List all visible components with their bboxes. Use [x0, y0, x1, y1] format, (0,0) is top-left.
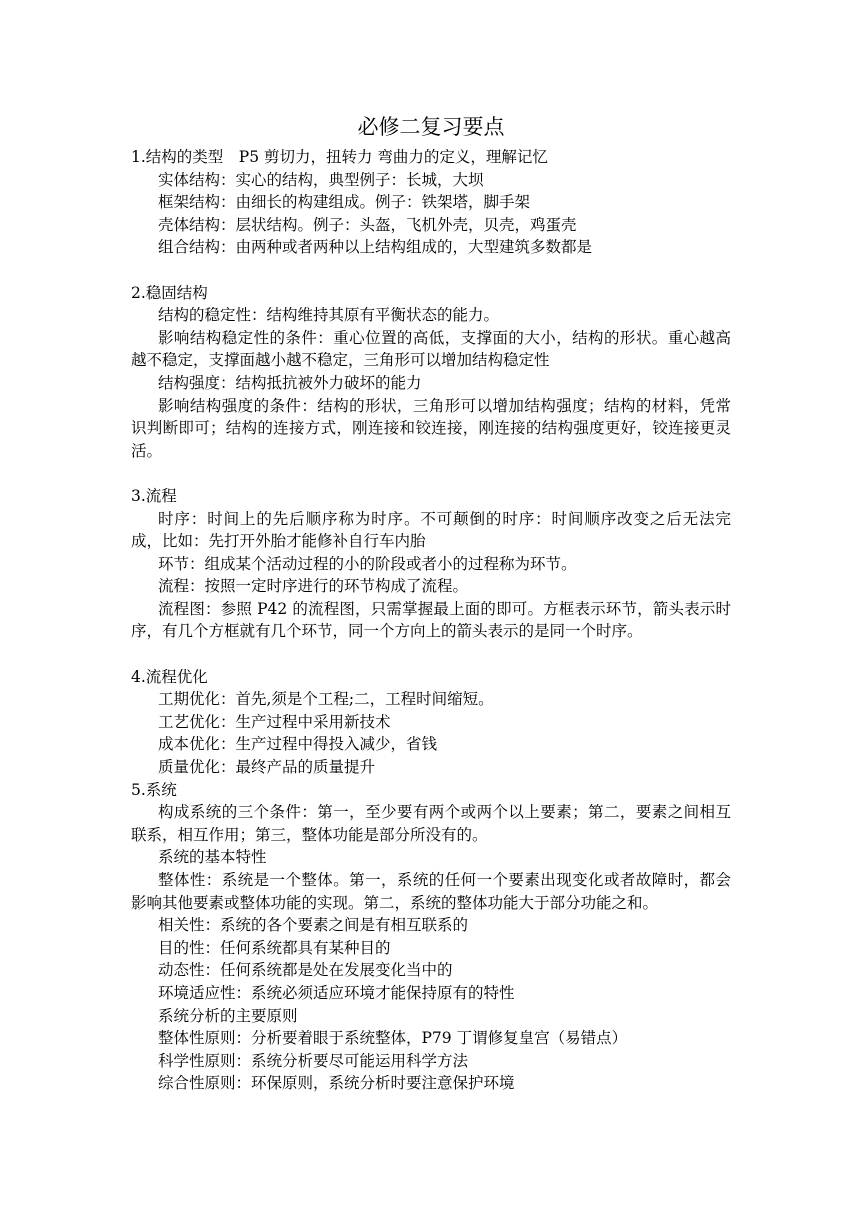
- section-5-line: 构成系统的三个条件：第一，至少要有两个或两个以上要素；第二，要素之间相互联系，相互作用；第三，整体功能是部分所没有的。: [131, 803, 731, 844]
- section-2-line: 影响结构强度的条件：结构的形状，三角形可以增加结构强度；结构的材料，凭常识判断即可；结构的连接方式，刚连接和铰连接，刚连接的结构强度更好，铰连接更灵活。: [131, 396, 731, 460]
- section-1-line: 实体结构：实心的结构，典型例子：长城，大坝: [158, 170, 484, 189]
- section-4-heading: 4.流程优化: [131, 667, 208, 686]
- section-3-line: 流程：按照一定时序进行的环节构成了流程。: [158, 577, 469, 596]
- section-1-line: 壳体结构：层状结构。例子：头盔，飞机外壳，贝壳，鸡蛋壳: [158, 215, 577, 234]
- section-3-line: 流程图：参照 P42 的流程图，只需掌握最上面的即可。方框表示环节，箭头表示时序，有几个方框就有几个环节，同一个方向上的箭头表示的是同一个时序。: [131, 599, 731, 641]
- section-1-heading: 1.结构的类型 P5 剪切力，扭转力 弯曲力的定义，理解记忆: [131, 148, 548, 166]
- spacer: [131, 462, 731, 485]
- section-1-line: 框架结构：由细长的构建组成。例子：铁架塔，脚手架: [158, 193, 531, 212]
- section-5-line: 整体性：系统是一个整体。第一，系统的任何一个要素出现变化或者故障时，都会影响其他要素或整体功能的实现。第二，系统的整体功能大于部分功能之和。: [131, 871, 731, 912]
- section-5-line: 整体性原则：分析要着眼于系统整体，P79 丁谓修复皇宫（易错点）: [158, 1029, 628, 1048]
- section-4-line: 工期优化：首先,须是个工程;二，工程时间缩短。: [158, 690, 494, 709]
- document-page: [131, 112, 731, 1095]
- section-2-line: 结构强度：结构抵抗被外力破坏的能力: [158, 373, 422, 392]
- section-1-line: 组合结构：由两种或者两种以上结构组成的，大型建筑多数都是: [158, 238, 593, 257]
- section-5-heading: 5.系统: [131, 780, 177, 799]
- section-5-line: 相关性：系统的各个要素之间是有相互联系的: [158, 916, 469, 935]
- section-5-line: 环境适应性：系统必须适应环境才能保持原有的特性: [158, 983, 515, 1002]
- section-5-line: 系统的基本特性: [158, 848, 267, 867]
- section-3-heading: 3.流程: [131, 486, 177, 505]
- section-5-line: 科学性原则：系统分析要尽可能运用科学方法: [158, 1051, 469, 1070]
- section-2-line: 结构的稳定性：结构维持其原有平衡状态的能力。: [158, 306, 500, 325]
- section-2-heading: 2.稳固结构: [131, 283, 208, 302]
- section-5-line: 综合性原则：环保原则，系统分析时要注意保护环境: [158, 1074, 515, 1093]
- section-3-line: 环节：组成某个活动过程的小的阶段或者小的过程称为环节。: [158, 554, 577, 573]
- spacer: [131, 259, 731, 282]
- section-5-line: 动态性：任何系统都是处在发展变化当中的: [158, 961, 453, 980]
- section-3-line: 时序：时间上的先后顺序称为时序。不可颠倒的时序：时间顺序改变之后无法完成，比如：先打开外胎才能修补自行车内胎: [131, 509, 731, 551]
- page-title: 必修二复习要点: [357, 115, 505, 139]
- spacer: [131, 643, 731, 666]
- section-5-line: 目的性：任何系统都具有某种目的: [158, 938, 391, 957]
- section-2-line: 影响结构稳定性的条件：重心位置的高低，支撑面的大小，结构的形状。重心越高越不稳定，支撑面越小越不稳定，三角形可以增加结构稳定性: [131, 328, 731, 370]
- section-4-line: 工艺优化：生产过程中采用新技术: [158, 712, 391, 731]
- section-4-line: 质量优化：最终产品的质量提升: [158, 758, 376, 777]
- section-5-line: 系统分析的主要原则: [158, 1006, 298, 1025]
- section-4-line: 成本优化：生产过程中得投入减少，省钱: [158, 735, 438, 754]
